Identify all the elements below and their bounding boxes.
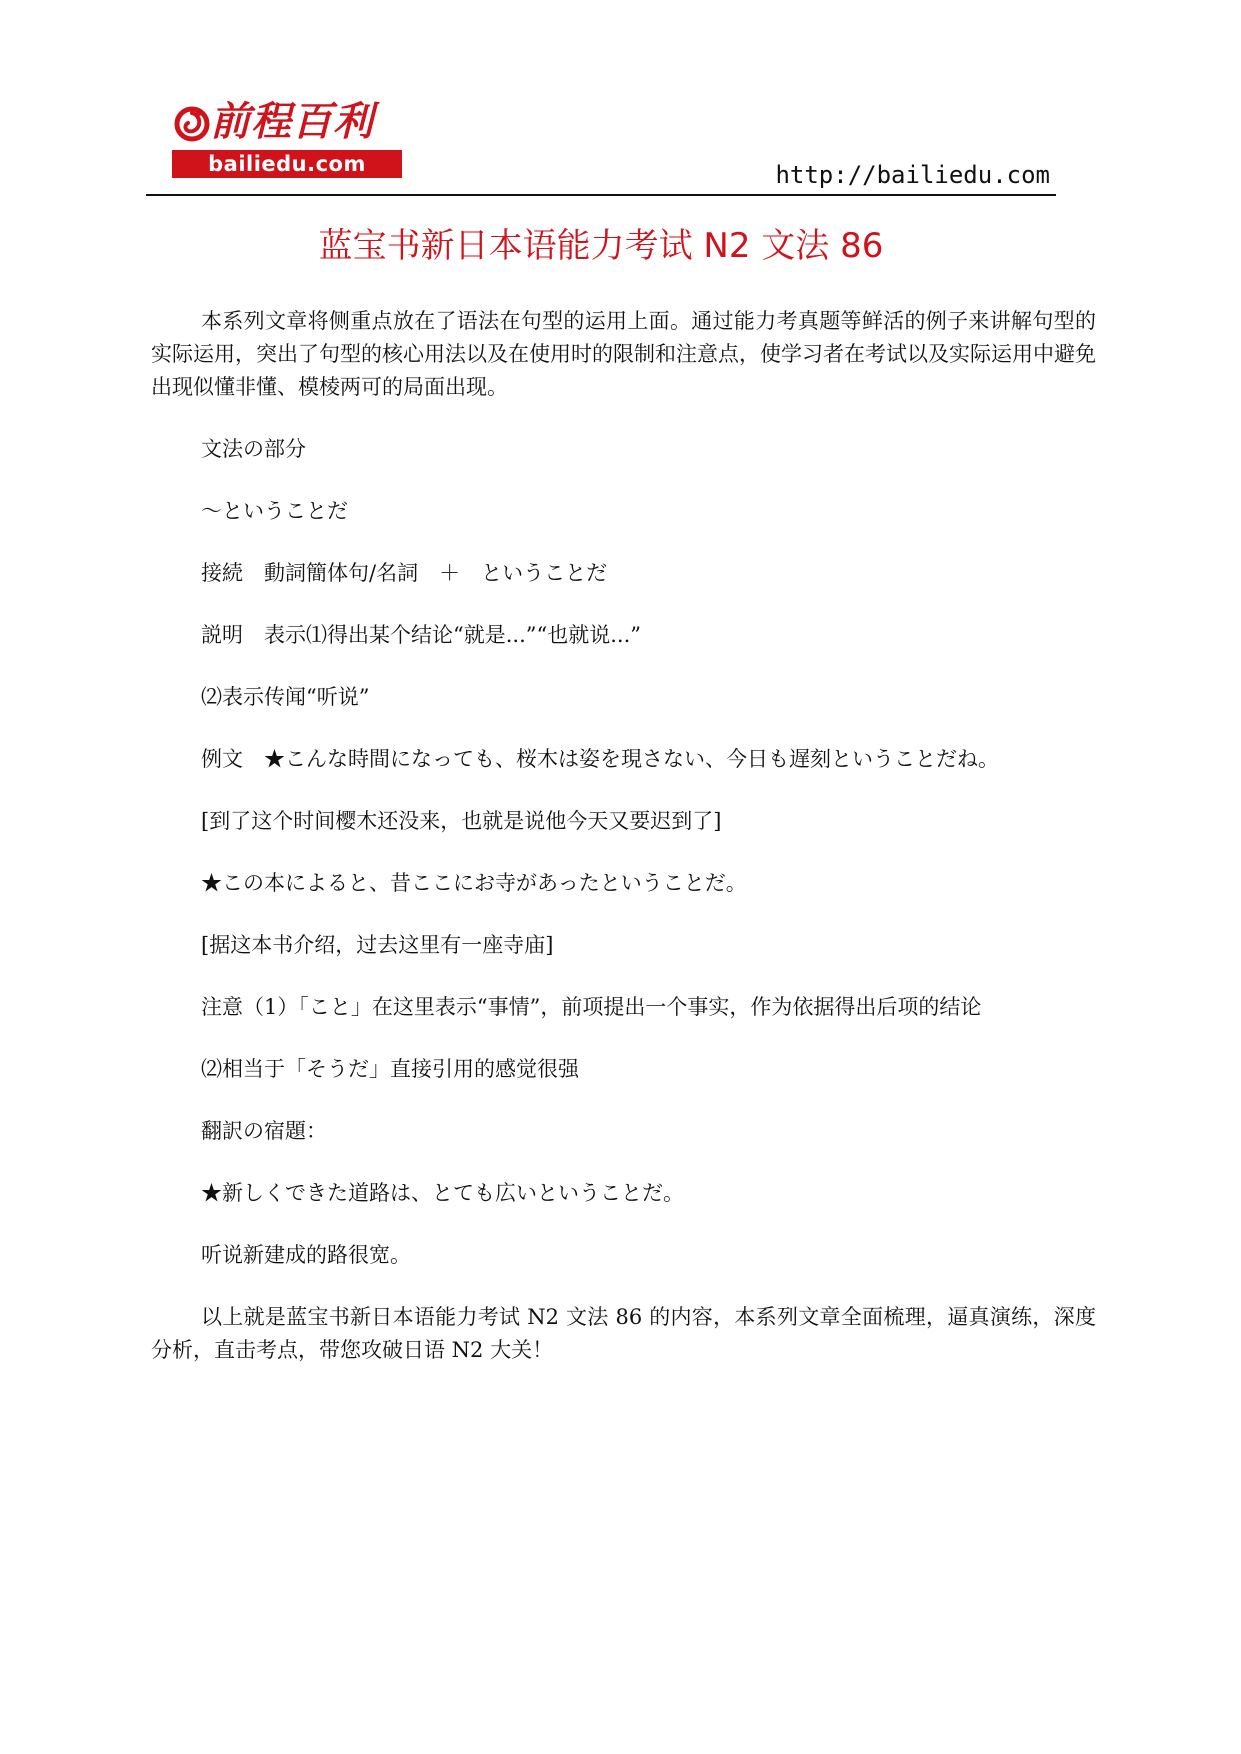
connection-line: 接続 動詞簡体句/名詞 ＋ ということだ xyxy=(201,561,608,585)
homework-translation: 听说新建成的路很宽。 xyxy=(201,1243,411,1267)
header-divider xyxy=(146,194,1056,196)
grammar-pattern: ～ということだ xyxy=(201,499,348,523)
page-header xyxy=(146,96,1056,196)
note-line-1: 注意（1）「こと」在这里表示“事情”，前项提出一个事实，作为依据得出后项的结论 xyxy=(201,995,982,1019)
example-sentence-1: 例文 ★こんな時間になっても、桜木は姿を現さない、今日も遅刻ということだね。 xyxy=(201,747,999,771)
note-line-2: ⑵相当于「そうだ」直接引用的感觉很强 xyxy=(201,1057,579,1081)
explanation-line-1: 説明 表示⑴得出某个结论“就是...”“也就说...” xyxy=(201,623,641,647)
logo-domain-text: bailiedu.com xyxy=(172,150,402,178)
example-translation-1: [到了这个时间樱木还没来，也就是说他今天又要迟到了] xyxy=(201,809,722,833)
logo-top xyxy=(172,96,402,148)
logo-swirl-icon xyxy=(172,104,212,144)
intro-paragraph: 本系列文章将侧重点放在了语法在句型的运用上面。通过能力考真题等鲜活的例子来讲解句型的实际运用，突出了句型的核心用法以及在使用时的限制和注意点，使学习者在考试以及实际运用中避免出现似懂非懂、模棱两可的局面出现。 xyxy=(151,309,1096,399)
example-translation-2: [据这本书介绍，过去这里有一座寺庙] xyxy=(201,933,554,957)
closing-paragraph: 以上就是蓝宝书新日本语能力考试 N2 文法 86 的内容，本系列文章全面梳理，逼真演练，深度分析，直击考点，带您攻破日语 N2 大关！ xyxy=(151,1305,1096,1362)
document-body xyxy=(151,305,1096,1367)
explanation-line-2: ⑵表示传闻“听说” xyxy=(201,685,370,709)
example-sentence-2: ★この本によると、昔ここにお寺があったということだ。 xyxy=(201,871,747,895)
homework-heading: 翻訳の宿題： xyxy=(201,1119,327,1143)
brand-logo[interactable] xyxy=(172,96,402,178)
homework-sentence: ★新しくできた道路は、とても広いということだ。 xyxy=(201,1181,684,1205)
section-heading: 文法の部分 xyxy=(201,437,306,461)
document-title: 蓝宝书新日本语能力考试 N2 文法 86 xyxy=(318,226,884,266)
logo-chinese-text: 前程百利 xyxy=(210,99,374,145)
site-url-link[interactable]: http://bailiedu.com xyxy=(775,161,1050,189)
